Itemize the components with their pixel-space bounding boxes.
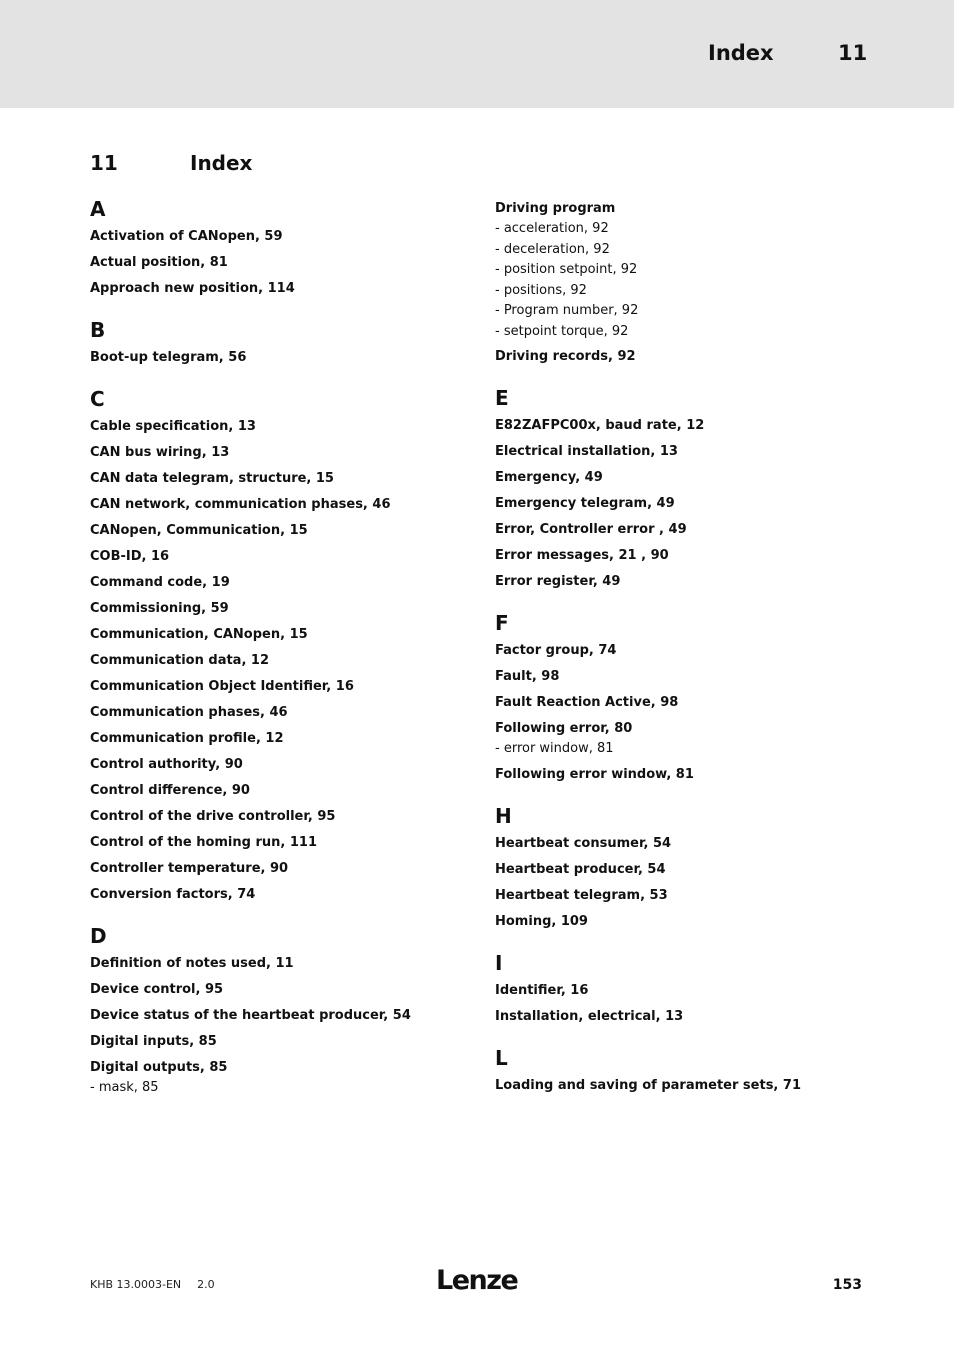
index-entry: Heartbeat producer, 54 (495, 861, 666, 877)
index-entry: Identifier, 16 (495, 982, 589, 998)
index-letter-heading: B (90, 318, 106, 342)
index-section (90, 196, 470, 302)
index-subentry: - positions, 92 (495, 282, 587, 298)
index-entry: CANopen, Communication, 15 (90, 523, 308, 538)
index-letter-heading: C (90, 387, 105, 411)
index-entry: Following error, 80 (495, 721, 633, 736)
header-chapter-number: 11 (838, 41, 868, 65)
index-entry: Fault, 98 (495, 669, 560, 684)
chapter-number: 11 (90, 151, 118, 175)
index-entry: Homing, 109 (495, 913, 588, 929)
index-entry: Approach new position, 114 (90, 281, 295, 296)
index-entry: Digital outputs, 85 (90, 1060, 228, 1075)
index-entry: Communication phases, 46 (90, 705, 288, 720)
index-entry: Communication, CANopen, 15 (90, 627, 308, 642)
index-subentry: - Program number, 92 (495, 303, 639, 318)
index-entry: CAN network, communication phases, 46 (90, 497, 391, 512)
index-section (90, 386, 470, 908)
index-section (495, 196, 875, 370)
index-entry: Loading and saving of parameter sets, 71 (495, 1077, 801, 1093)
index-entry: Actual position, 81 (90, 255, 228, 270)
index-subentries (495, 739, 875, 760)
index-entry: COB-ID, 16 (90, 549, 170, 564)
index-letter-heading: I (495, 950, 503, 975)
index-letter-heading: L (495, 1045, 508, 1070)
index-entry: Control of the homing run, 111 (90, 835, 317, 850)
index-section (495, 950, 875, 1030)
index-entry: E82ZAFPC00x, baud rate, 12 (495, 418, 705, 433)
index-section (495, 385, 875, 595)
index-entry: Error register, 49 (495, 574, 621, 589)
footer-document-info (90, 1278, 215, 1291)
index-letter-heading: H (495, 803, 512, 828)
index-subentries (90, 1078, 470, 1099)
index-entry: Following error window, 81 (495, 766, 694, 782)
index-subentry: - position setpoint, 92 (495, 262, 638, 277)
index-entry: Fault Reaction Active, 98 (495, 695, 679, 710)
index-entry: Heartbeat consumer, 54 (495, 835, 672, 851)
index-entry: Driving records, 92 (495, 349, 636, 364)
index-subentry: - mask, 85 (90, 1080, 159, 1095)
header-title: Index (708, 41, 774, 65)
index-entry: Control of the drive controller, 95 (90, 809, 336, 824)
index-entry: Digital inputs, 85 (90, 1034, 217, 1049)
index-entry: Emergency telegram, 49 (495, 496, 675, 511)
footer-doc-id: KHB 13.0003-EN (90, 1278, 182, 1291)
lenze-logo: Lenze (436, 1265, 518, 1296)
index-section (495, 1045, 875, 1099)
index-entry: Communication Object Identifier, 16 (90, 679, 354, 694)
index-entry: Control difference, 90 (90, 783, 250, 798)
index-section (90, 317, 470, 371)
index-subentry: - error window, 81 (495, 741, 614, 756)
index-entry: Device status of the heartbeat producer, 54 (90, 1008, 411, 1023)
index-entry: Definition of notes used, 11 (90, 956, 294, 971)
index-letter-heading: F (495, 611, 509, 635)
index-entry: Cable specification, 13 (90, 419, 256, 434)
index-column-right (495, 196, 875, 1099)
index-entry: Factor group, 74 (495, 643, 617, 658)
index-subentry: - setpoint torque, 92 (495, 323, 629, 339)
index-entry: Electrical installation, 13 (495, 444, 678, 459)
index-entry: Emergency, 49 (495, 470, 603, 485)
index-entry: Boot-up telegram, 56 (90, 350, 247, 365)
footer-version: 2.0 (197, 1278, 215, 1291)
index-entry: CAN data telegram, structure, 15 (90, 471, 334, 486)
index-entry: Error, Controller error , 49 (495, 522, 687, 537)
chapter-title: Index (190, 151, 253, 175)
index-entry: Control authority, 90 (90, 757, 243, 772)
header-band (0, 0, 954, 108)
index-entry: CAN bus wiring, 13 (90, 445, 230, 460)
index-section (90, 923, 470, 1099)
index-section (495, 610, 875, 788)
index-entry: Command code, 19 (90, 575, 230, 590)
index-letter-heading: E (495, 386, 509, 410)
index-entry: Installation, electrical, 13 (495, 1008, 684, 1024)
index-entry: Commissioning, 59 (90, 601, 229, 616)
index-letter-heading: D (90, 924, 107, 948)
index-entry: Communication profile, 12 (90, 731, 284, 746)
index-entry: Communication data, 12 (90, 653, 270, 668)
index-entry: Controller temperature, 90 (90, 861, 289, 876)
page-number: 153 (832, 1277, 862, 1293)
index-entry: Conversion factors, 74 (90, 887, 256, 902)
index-entry: Error messages, 21 , 90 (495, 548, 669, 563)
index-entry: Heartbeat telegram, 53 (495, 887, 668, 903)
index-column-left (90, 196, 470, 1101)
index-entry: Driving program (495, 201, 616, 216)
index-section (495, 803, 875, 935)
index-letter-heading: A (90, 197, 106, 221)
index-entry: Activation of CANopen, 59 (90, 229, 283, 244)
index-subentries (495, 219, 875, 342)
index-subentry: - deceleration, 92 (495, 241, 610, 257)
index-subentry: - acceleration, 92 (495, 221, 609, 236)
index-entry: Device control, 95 (90, 982, 224, 997)
